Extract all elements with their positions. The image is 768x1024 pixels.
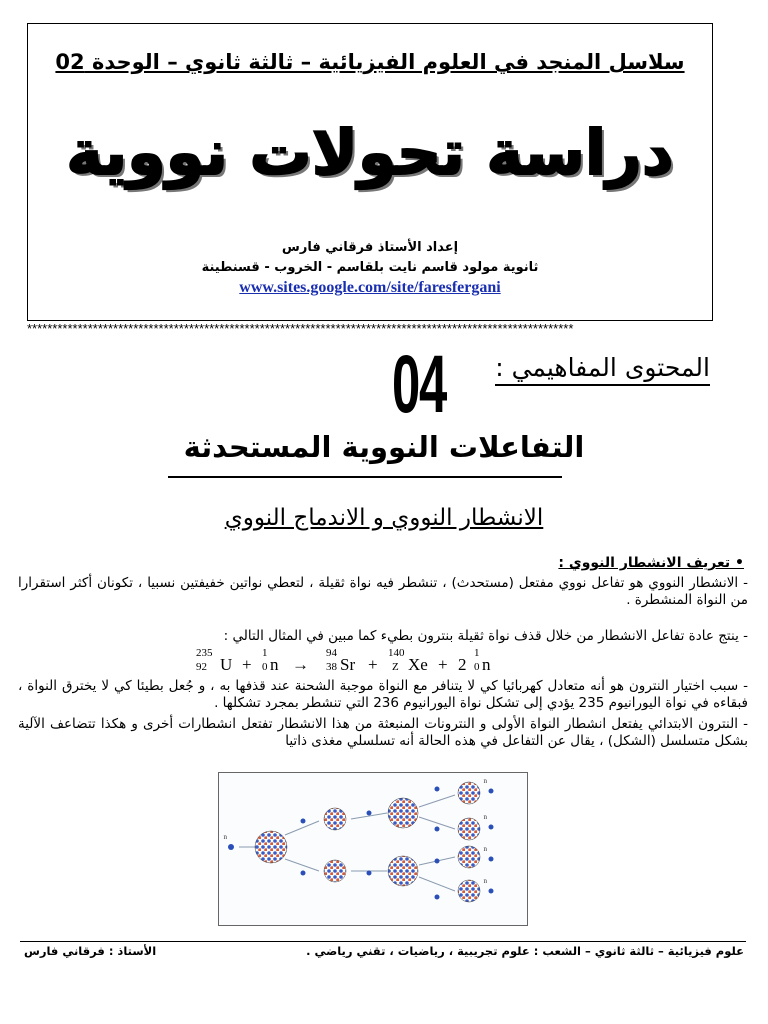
neutron-label: n [483,845,487,853]
paragraph-4: - النترون الابتدائي يفتعل انشطار النواة الأولى و النترونات المنبعثة من هذا الانشطار تفتعل انشطارات أخرى و هكذا تتضاعف الآلية بشكل متسلسل (الشكل) ، يقال عن التفاعل في هذه الحالة أنه تسلسلي مغذى ذاتيا [18,716,748,749]
header-box [27,23,713,321]
footer-teacher: الأستاذ : فرقاني فارس [24,944,157,958]
author-block [28,238,712,298]
neutron-label: n [483,813,487,821]
xe-z: Z [392,661,399,673]
plus-sign: + [438,655,448,674]
plus-sign: + [368,655,378,674]
star-separator: ************************************************************************************************************ [27,322,574,336]
chain-reaction-figure [218,772,528,926]
subtitle: الانشطار النووي و الاندماج النووي [224,505,544,531]
paragraph-1: - الانشطار النووي هو تفاعل نووي مفتعل (مستحدث) ، تنشطر فيه نواة ثقيلة ، لتعطي نواتين خفيفتين نسبيا ، تكونان أكثر استقرارا من النواة المنشطرة . [18,575,748,608]
neutron-labels [224,777,488,885]
paragraph-3: - سبب اختيار النترون هو أنه متعادل كهربائيا كي لا يتنافر مع النواة موجبة الشحنة عند قذفها به ، و جُعل بطيئا كي لا يخترق النواة ، فبقاءه في نواة اليورانيوم 235 يؤدي إلى تشكل نواة اليورانيوم 236 التي تنشطر بمجرد تشكلها . [18,678,748,711]
footer-rule [20,941,746,942]
neutron-label: n [223,833,227,841]
n2-z: 0 [474,661,480,673]
neutron-label: n [483,877,487,885]
xe-mass: 140 [388,647,405,659]
author-line: إعداد الأستاذ فرقاني فارس [281,240,459,255]
definition-heading: • تعريف الانشطار النووي : [558,555,744,571]
nuclei [255,782,480,902]
chain-reaction-diagram [219,773,527,925]
u-symbol: U [220,655,233,674]
series-title: سلاسل المنجد في العلوم الفيزيائية – ثالثة ثانوي – الوحدة 02 [55,50,685,74]
n-symbol: n [270,655,279,674]
plus-sign: + [242,655,252,674]
sr-symbol: Sr [340,655,356,674]
fission-equation [196,645,516,675]
n2-coefficient: 2 [458,655,467,674]
main-title: دراسة تحولات نووية [66,116,674,189]
footer-course: علوم فيزيائية – ثالثة ثانوي – الشعب : علوم تجريبية ، رياضيات ، تقني رياضي . [306,944,744,958]
neutron-label: n [483,777,487,785]
content-number: 04 [392,339,447,430]
n-z: 0 [262,661,268,673]
sr-z: 38 [326,661,337,673]
arrow: → [292,655,309,674]
sr-mass: 94 [326,647,337,659]
n2-mass: 1 [474,647,480,659]
section-underline [168,476,562,478]
website-link[interactable]: www.sites.google.com/site/faresfergani [239,279,501,296]
xe-symbol: Xe [408,655,428,674]
paragraph-2: - ينتج عادة تفاعل الانشطار من خلال قذف نواة ثقيلة بنترون بطيء كما مبين في المثال التالي : [223,628,748,644]
n-mass: 1 [262,647,268,659]
section-title: التفاعلات النووية المستحدثة [183,430,585,464]
u-mass: 235 [196,647,213,659]
content-label: المحتوى المفاهيمي : [495,353,710,386]
n2-symbol: n [482,655,491,674]
u-z: 92 [196,661,207,673]
school-line: ثانوية مولود قاسم نايت بلقاسم - الخروب - قسنطينة [201,260,539,275]
